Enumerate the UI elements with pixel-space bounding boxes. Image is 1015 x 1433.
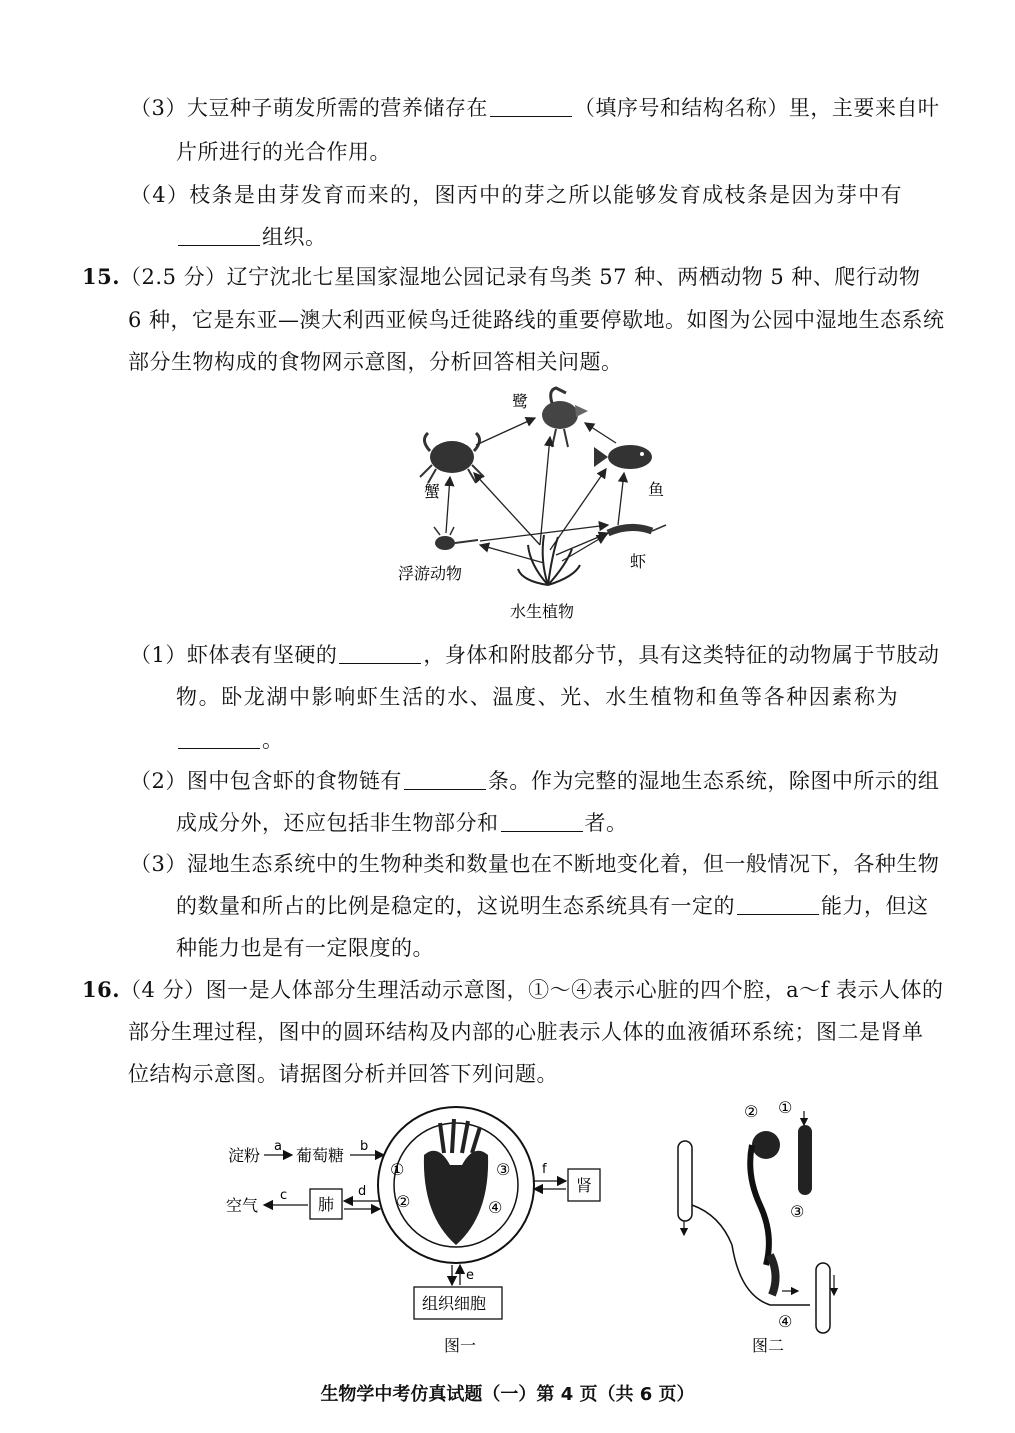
tissue-label: 组织细胞 — [422, 1294, 487, 1313]
q15-sub3-line2: 的数量和所占的比例是稳定的，这说明生态系统具有一定的 能力，但这 — [176, 894, 929, 918]
svg-text:④: ④ — [778, 1312, 793, 1331]
svg-text:c: c — [280, 1188, 288, 1203]
svg-text:③: ③ — [790, 1202, 805, 1221]
q15-intro-line2: 6 种，它是东亚—澳大利西亚候鸟迁徙路线的重要停歇地。如图为公园中湿地生态系统 — [128, 308, 945, 332]
glomerulus-icon — [752, 1131, 780, 1159]
starch-label: 淀粉 — [228, 1146, 261, 1165]
fish-icon — [594, 445, 652, 469]
q15-intro-line1: 15.（2.5 分）辽宁沈北七星国家湿地公园记录有鸟类 57 种、两栖动物 5 种、爬行动物 — [82, 264, 921, 289]
answer-blank[interactable] — [178, 225, 260, 246]
q16-intro-line3: 位结构示意图。请据图分析并回答下列问题。 — [128, 1062, 558, 1086]
shrimp-label: 虾 — [630, 552, 647, 571]
q15-sub1-line3: 。 — [176, 725, 284, 755]
svg-text:e: e — [466, 1268, 474, 1283]
plant-label: 水生植物 — [510, 602, 575, 621]
page-footer: 生物学中考仿真试题（一）第 4 页（共 6 页） — [320, 1384, 695, 1405]
svg-text:b: b — [360, 1139, 369, 1154]
svg-text:②: ② — [744, 1102, 759, 1121]
heart-icon — [424, 1119, 488, 1245]
q15-sub3-line1: （3）湿地生态系统中的生物种类和数量也在不断地变化着，但一般情况下，各种生物 — [130, 852, 940, 876]
aquatic-plant-icon — [518, 535, 580, 585]
q14-sub4-line1: （4）枝条是由芽发育而来的，图丙中的芽之所以能够发育成枝条是因为芽中有 — [130, 183, 903, 207]
svg-text:a: a — [274, 1139, 282, 1154]
heron-icon — [542, 388, 588, 447]
q15-sub1-line2: 物。卧龙湖中影响虾生活的水、温度、光、水生植物和鱼等各种因素称为 — [176, 685, 900, 709]
figure-2-nephron — [670, 1095, 850, 1360]
shrimp-icon — [608, 525, 666, 533]
svg-text:③: ③ — [496, 1160, 511, 1179]
q16-intro-line2: 部分生理过程，图中的圆环结构及内部的心脏表示人体的血液循环系统；图二是肾单 — [128, 1020, 924, 1044]
plankton-icon — [434, 527, 478, 550]
q15-sub1-line1: （1）虾体表有坚硬的 ，身体和附肢都分节，具有这类特征的动物属于节肢动 — [130, 643, 940, 667]
q14-sub3-line1: （3）大豆种子萌发所需的营养储存在 （填序号和结构名称）里，主要来自叶 — [130, 96, 940, 120]
heron-label: 鹭 — [512, 392, 529, 411]
q14-sub4-line2: 组织。 — [176, 222, 327, 252]
air-label: 空气 — [226, 1196, 259, 1215]
kidney-label: 肾 — [576, 1176, 593, 1195]
figure-1-caption: 图一 — [444, 1336, 477, 1355]
crab-label: 蟹 — [424, 482, 441, 501]
svg-text:①: ① — [390, 1160, 405, 1179]
glucose-label: 葡萄糖 — [296, 1146, 345, 1165]
answer-blank[interactable] — [501, 811, 583, 832]
lung-label: 肺 — [318, 1195, 335, 1214]
svg-text:d: d — [358, 1184, 367, 1199]
figure-1-diagram — [222, 1095, 622, 1360]
svg-text:①: ① — [778, 1098, 793, 1117]
fish-label: 鱼 — [648, 480, 665, 499]
answer-blank[interactable] — [339, 643, 421, 664]
q15-sub2-line1: （2）图中包含虾的食物链有 条。作为完整的湿地生态系统，除图中所示的组 — [130, 769, 940, 793]
svg-text:②: ② — [396, 1192, 411, 1211]
figure-2-caption: 图二 — [752, 1336, 785, 1355]
answer-blank[interactable] — [404, 769, 486, 790]
q16-intro-line1: 16.（4 分）图一是人体部分生理活动示意图，①～④表示心脏的四个腔，a～f 表示人体的 — [82, 977, 944, 1002]
collecting-duct — [678, 1141, 692, 1221]
svg-text:f: f — [542, 1162, 547, 1177]
plankton-label: 浮游动物 — [398, 564, 463, 583]
answer-blank[interactable] — [737, 894, 819, 915]
svg-text:④: ④ — [488, 1198, 503, 1217]
q14-sub3-line2: 片所进行的光合作用。 — [176, 140, 391, 164]
q15-intro-line3: 部分生物构成的食物网示意图，分析回答相关问题。 — [128, 350, 623, 374]
q15-sub2-line2: 成成分外，还应包括非生物部分和 者。 — [176, 811, 628, 835]
answer-blank[interactable] — [490, 96, 572, 117]
food-web-diagram — [380, 385, 680, 630]
crab-icon — [420, 433, 484, 483]
q15-sub3-line3: 种能力也是有一定限度的。 — [176, 936, 434, 960]
answer-blank[interactable] — [178, 728, 260, 749]
